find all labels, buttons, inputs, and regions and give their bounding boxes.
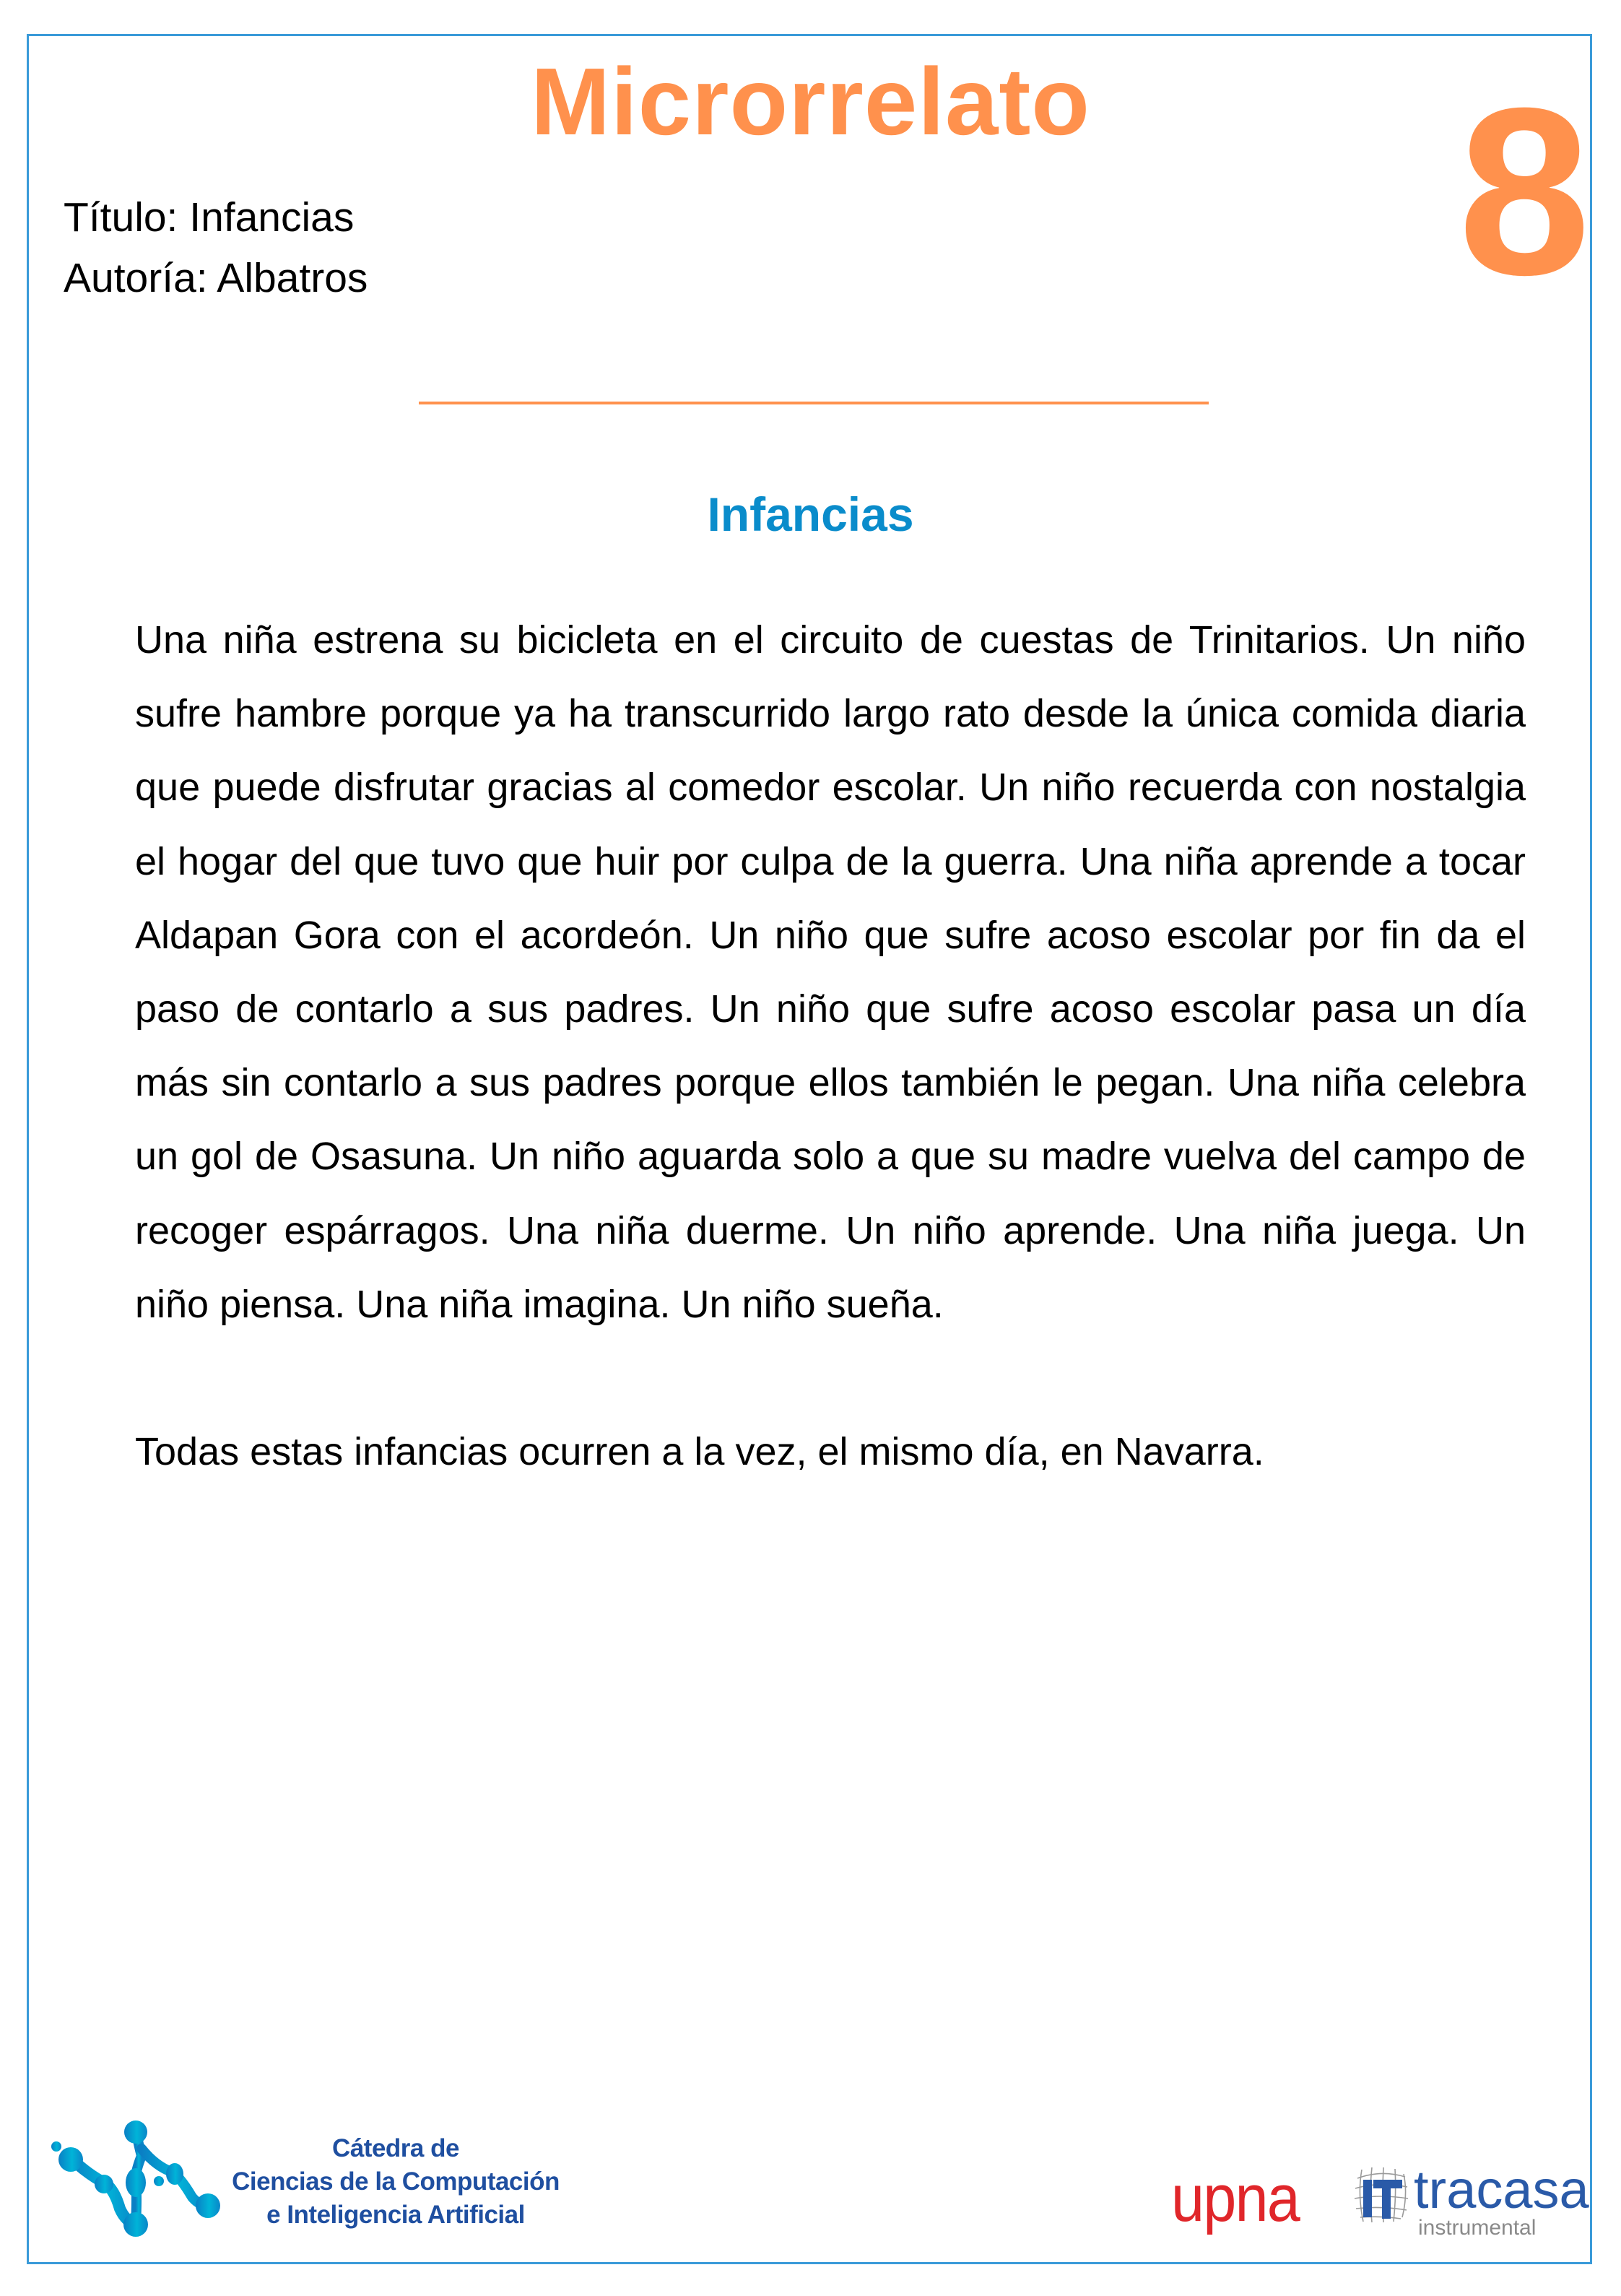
- story-paragraph: Todas estas infancias ocurren a la vez, el mismo día, en Navarra.: [135, 1430, 1264, 1474]
- catedra-logo: [48, 2116, 568, 2246]
- story-number: 8: [1458, 58, 1591, 324]
- story-heading: Infancias: [707, 488, 914, 541]
- catedra-line-1: Cátedra de: [332, 2134, 459, 2162]
- catedra-logo-text: [215, 2132, 576, 2232]
- story-body: [135, 603, 1526, 1489]
- tracasa-subtitle: instrumental: [1418, 2216, 1537, 2240]
- globe-grid-it-icon: [1352, 2165, 1409, 2223]
- page-title: Microrrelato: [531, 48, 1090, 155]
- catedra-line-3: e Inteligencia Artificial: [266, 2201, 525, 2229]
- upna-logo: upna: [1171, 2162, 1300, 2235]
- tracasa-name: tracasa: [1414, 2159, 1589, 2219]
- story-title-meta: Título: Infancias: [64, 194, 355, 241]
- divider-line: [419, 402, 1209, 404]
- story-paragraph: Una niña estrena su bicicleta en el circuito de cuestas de Trinitarios. Un niño sufre hambre porque ya ha transcurrido largo rato desde la única comida diaria que puede disfrutar gracias al comedor escolar. Un niño recuerda con nostalgia el hogar del que tuvo que huir por culpa de la guerra. Una niña aprende a tocar Aldapan Gora con el acordeón. Un niño que sufre acoso escolar por fin da el paso de contarlo a sus padres. Un niño que sufre acoso escolar pasa un día más sin contarlo a sus padres porque ellos también le pegan. Una niña celebra un gol de Osasuna. Un niño aguarda solo a que su madre vuelva del campo de recoger espárragos. Una niña duerme. Un niño aprende. Una niña juega. Un niño piensa. Una niña imagina. Un niño sueña.: [135, 618, 1526, 1326]
- story-author-meta: Autoría: Albatros: [64, 255, 368, 301]
- catedra-line-2: Ciencias de la Computación: [232, 2167, 560, 2196]
- molecule-network-icon: [48, 2116, 221, 2246]
- tracasa-logo: [1352, 2159, 1590, 2253]
